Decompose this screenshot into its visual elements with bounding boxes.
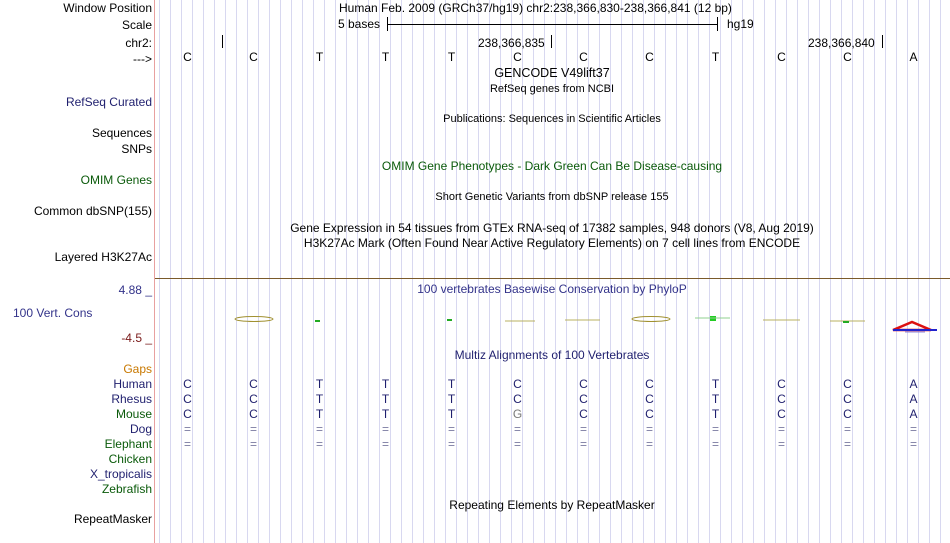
reference-base: C xyxy=(777,50,786,64)
species-base: C xyxy=(645,392,654,406)
species-label-x_tropicalis[interactable]: X_tropicalis xyxy=(89,467,152,481)
phylop-track-title[interactable]: 100 vertebrates Basewise Conservation by PhyloP xyxy=(417,282,687,296)
species-base: C xyxy=(777,377,786,391)
species-base: C xyxy=(777,407,786,421)
coord-label-2: 238,366,840 xyxy=(808,36,875,50)
species-base: T xyxy=(711,392,720,406)
species-base: A xyxy=(909,392,918,406)
species-label-elephant[interactable]: Elephant xyxy=(104,437,152,451)
species-base: C xyxy=(183,377,192,391)
reference-base: C xyxy=(645,50,654,64)
reference-base: A xyxy=(909,50,918,64)
coord-tick-1 xyxy=(551,35,552,48)
phylop-label[interactable]: 100 Vert. Cons xyxy=(13,306,93,320)
phylop-min-label: -4.5 _ xyxy=(121,331,152,345)
species-base: C xyxy=(645,377,654,391)
species-base: = xyxy=(711,437,719,451)
species-base: C xyxy=(843,377,852,391)
species-base: C xyxy=(843,392,852,406)
gaps-label: Gaps xyxy=(123,362,152,376)
species-base: = xyxy=(183,422,191,436)
window-position-label: Window Position xyxy=(63,1,152,15)
phylop-max-label: 4.88 _ xyxy=(118,283,152,297)
species-base: = xyxy=(447,437,455,451)
species-base: A xyxy=(909,377,918,391)
species-label-dog[interactable]: Dog xyxy=(129,422,152,436)
scale-label: Scale xyxy=(121,18,152,32)
species-label-human[interactable]: Human xyxy=(113,377,152,391)
reference-base: C xyxy=(513,50,522,64)
species-base: C xyxy=(183,407,192,421)
species-base: C xyxy=(183,392,192,406)
label-column-border xyxy=(154,0,155,543)
multiz-track-title[interactable]: Multiz Alignments of 100 Vertebrates xyxy=(454,348,650,362)
reference-base: T xyxy=(447,50,456,64)
species-base: = xyxy=(579,437,587,451)
h3k27ac-label[interactable]: Layered H3K27Ac xyxy=(54,250,152,264)
publications-track-title[interactable]: Publications: Sequences in Scientific Articles xyxy=(443,113,661,125)
species-base: T xyxy=(315,377,324,391)
species-base: = xyxy=(777,422,785,436)
species-base: = xyxy=(909,437,917,451)
species-base: A xyxy=(909,407,918,421)
sequences-label[interactable]: Sequences xyxy=(91,126,152,140)
species-base: = xyxy=(249,437,257,451)
chrom-label: chr2: xyxy=(125,36,152,50)
species-base: = xyxy=(645,437,653,451)
omim-track-title[interactable]: OMIM Gene Phenotypes - Dark Green Can Be Disease-causing xyxy=(381,159,723,173)
repeatmasker-track-title[interactable]: Repeating Elements by RepeatMasker xyxy=(449,498,655,512)
reference-base: T xyxy=(315,50,324,64)
species-base: = xyxy=(579,422,587,436)
h3k27ac-track-title[interactable]: H3K27Ac Mark (Often Found Near Active Regulatory Elements) on 7 cell lines from ENCODE xyxy=(303,236,801,250)
gencode-track-title[interactable]: GENCODE V49lift37 xyxy=(494,66,610,80)
coord-tick-2 xyxy=(882,35,883,48)
reference-base: C xyxy=(183,50,192,64)
species-base: T xyxy=(315,407,324,421)
species-base: C xyxy=(249,407,258,421)
species-base: = xyxy=(315,422,323,436)
species-base: = xyxy=(513,422,521,436)
reference-base: C xyxy=(843,50,852,64)
species-base: C xyxy=(777,392,786,406)
species-base: = xyxy=(447,422,455,436)
species-base: = xyxy=(381,422,389,436)
species-base: = xyxy=(645,422,653,436)
scale-bar xyxy=(388,24,718,25)
species-base: C xyxy=(579,392,588,406)
species-base: = xyxy=(843,422,851,436)
dbsnp-track-title[interactable]: Short Genetic Variants from dbSNP release 155 xyxy=(435,191,669,203)
reference-base: T xyxy=(711,50,720,64)
species-base: = xyxy=(315,437,323,451)
coord-label-1: 238,366,835 xyxy=(478,36,545,50)
species-base: C xyxy=(579,377,588,391)
reference-base: T xyxy=(381,50,390,64)
species-label-mouse[interactable]: Mouse xyxy=(115,407,152,421)
omim-label[interactable]: OMIM Genes xyxy=(80,173,152,187)
species-base: = xyxy=(381,437,389,451)
species-base: C xyxy=(513,377,522,391)
snps-label[interactable]: SNPs xyxy=(121,142,152,156)
species-base: T xyxy=(447,377,456,391)
species-base: T xyxy=(381,407,390,421)
repeatmasker-label[interactable]: RepeatMasker xyxy=(73,512,152,526)
refseq-label[interactable]: RefSeq Curated xyxy=(65,95,152,109)
species-base: C xyxy=(249,392,258,406)
species-base: C xyxy=(249,377,258,391)
reference-base: C xyxy=(579,50,588,64)
species-base: T xyxy=(711,407,720,421)
species-base: = xyxy=(843,437,851,451)
species-base: G xyxy=(512,407,523,421)
gtex-track-title[interactable]: Gene Expression in 54 tissues from GTEx RNA-seq of 17382 samples, 948 donors (V8, Aug 2019) xyxy=(290,221,814,235)
species-base: C xyxy=(513,392,522,406)
scale-assembly: hg19 xyxy=(727,17,754,31)
species-base: = xyxy=(711,422,719,436)
species-base: T xyxy=(315,392,324,406)
species-label-zebrafish[interactable]: Zebrafish xyxy=(101,482,152,496)
coord-tick-start xyxy=(222,35,223,48)
phylop-wiggle xyxy=(155,305,950,335)
species-base: T xyxy=(381,377,390,391)
track-divider xyxy=(155,278,950,279)
window-position-value[interactable]: Human Feb. 2009 (GRCh37/hg19) chr2:238,366,830-238,366,841 (12 bp) xyxy=(339,1,732,15)
scale-bases: 5 bases xyxy=(338,17,381,31)
species-base: T xyxy=(711,377,720,391)
species-base: = xyxy=(777,437,785,451)
scale-bar-right-tick xyxy=(717,17,718,31)
species-base: = xyxy=(513,437,521,451)
dbsnp-label[interactable]: Common dbSNP(155) xyxy=(33,204,152,218)
species-base: C xyxy=(843,407,852,421)
species-base: C xyxy=(579,407,588,421)
species-base: = xyxy=(183,437,191,451)
refseq-track-subtitle[interactable]: RefSeq genes from NCBI xyxy=(489,83,615,95)
species-base: = xyxy=(909,422,917,436)
species-label-chicken[interactable]: Chicken xyxy=(108,452,152,466)
strand-arrow-label: ---> xyxy=(133,52,152,66)
species-base: = xyxy=(249,422,257,436)
species-label-rhesus[interactable]: Rhesus xyxy=(111,392,152,406)
species-base: T xyxy=(447,407,456,421)
species-base: C xyxy=(645,407,654,421)
scale-bar-left-tick xyxy=(387,17,388,31)
reference-base: C xyxy=(249,50,258,64)
species-base: T xyxy=(447,392,456,406)
species-base: T xyxy=(381,392,390,406)
